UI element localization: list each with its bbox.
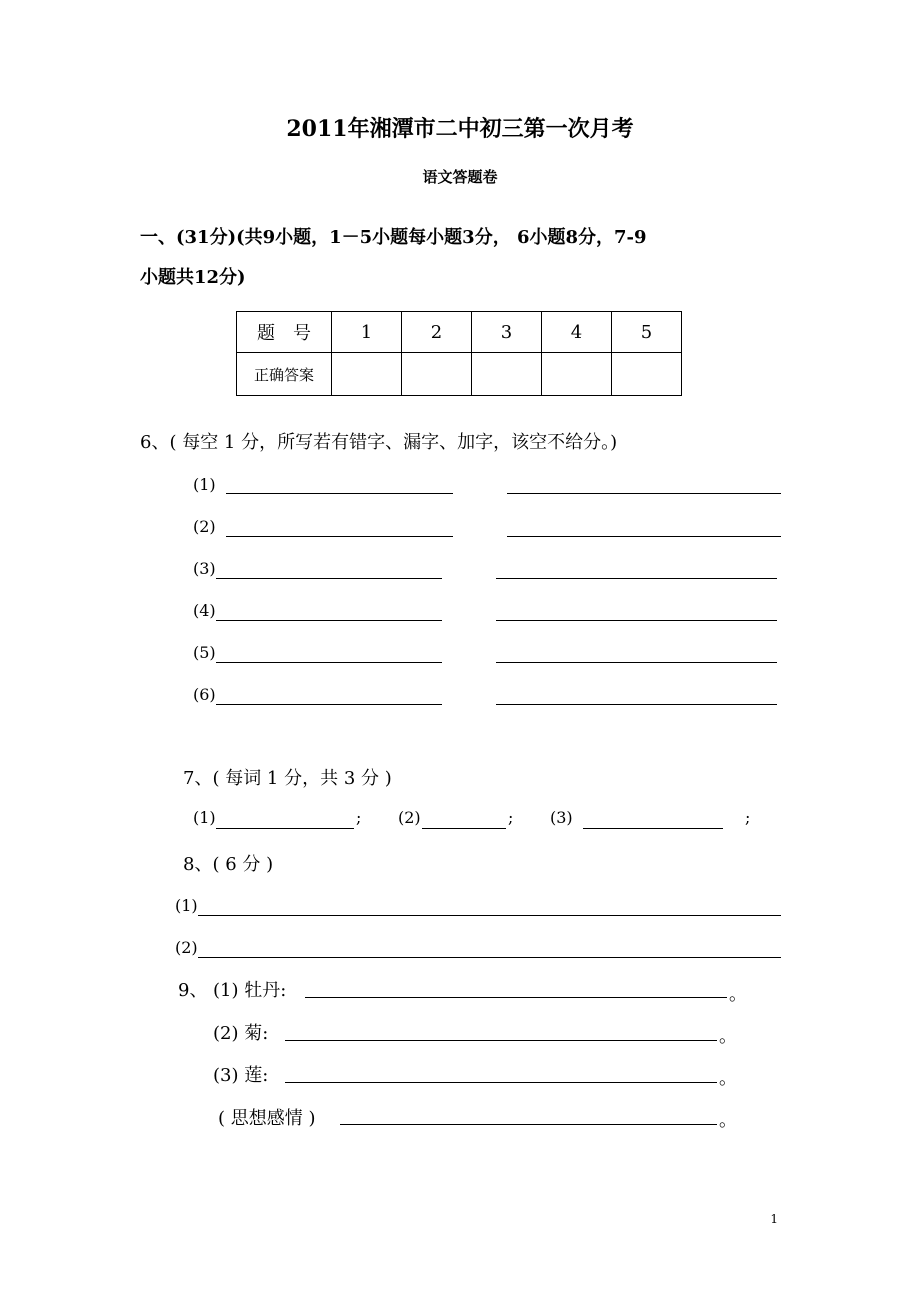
q7-item-label: (2) [398,808,421,827]
q9-number: 9、 [178,980,208,1001]
q7-3-blank[interactable] [583,828,723,829]
page-subtitle: 语文答题卷 [422,168,498,186]
q6-item-label: (2) [193,517,216,536]
q6-1-blank-b[interactable] [507,493,781,494]
q6-1-blank-a[interactable] [226,493,453,494]
answer-cell-3[interactable] [472,353,542,396]
question-number-4: 4 [542,312,612,353]
q6-6-blank-b[interactable] [496,704,777,705]
q6-4-blank-a[interactable] [216,620,442,621]
answer-cell-4[interactable] [542,353,612,396]
question-number-2: 2 [402,312,472,353]
q9-period: 。 [729,984,747,1005]
answer-table-answer-row [237,353,682,396]
q7-separator: ; [745,808,751,827]
q6-5-blank-a[interactable] [216,662,442,663]
q6-2-blank-b[interactable] [507,536,781,537]
q6-item-label: (1) [193,475,216,494]
question-number-5: 5 [612,312,682,353]
section-1-heading [140,218,647,298]
q9-1-blank[interactable] [305,997,727,998]
q9-item-label: ( 思想感情 ) [218,1108,316,1129]
q6-3-blank-b[interactable] [496,578,777,579]
q9-item-label: (1) 牡丹: [213,980,287,1001]
q6-5-blank-b[interactable] [496,662,777,663]
q6-item-label: (5) [193,643,216,662]
q6-2-blank-a[interactable] [226,536,453,537]
q6-heading: 6、( 每空 1 分，所写若有错字、漏字、加字，该空不给分。) [140,432,618,453]
page-number: 1 [770,1212,778,1226]
q7-separator: ; [356,808,362,827]
q8-item-label: (1) [175,896,198,915]
q6-6-blank-a[interactable] [216,704,442,705]
q6-item-label: (6) [193,685,216,704]
q7-separator: ; [508,808,514,827]
question-number-3: 3 [472,312,542,353]
answer-cell-1[interactable] [332,353,402,396]
answer-table-header-row [237,312,682,353]
q7-item-label: (3) [550,808,573,827]
q9-2-blank[interactable] [285,1040,717,1041]
q6-4-blank-b[interactable] [496,620,777,621]
q6-item-label: (4) [193,601,216,620]
correct-answer-label: 正确答案 [237,353,332,396]
answer-cell-5[interactable] [612,353,682,396]
q7-heading: 7、( 每词 1 分，共 3 分 ) [183,768,392,789]
section-1-line-2: 小题共12分) [140,267,246,288]
page-title: 2011年湘潭市二中初三第一次月考 [286,116,634,142]
q7-item-label: (1) [193,808,216,827]
q8-item-label: (2) [175,938,198,957]
q9-3-blank[interactable] [285,1082,717,1083]
q9-item-label: (2) 菊: [213,1023,269,1044]
q9-period: 。 [719,1110,737,1131]
q9-4-blank[interactable] [340,1124,717,1125]
question-number-1: 1 [332,312,402,353]
section-1-line-1: 一、(31分)(共9小题，1－5小题每小题3分， 6小题8分，7-9 [140,227,647,248]
q7-1-blank[interactable] [216,828,354,829]
q8-heading: 8、( 6 分 ) [183,854,274,875]
q9-item-label: (3) 莲: [213,1065,269,1086]
q6-item-label: (3) [193,559,216,578]
answer-table [236,311,682,396]
q9-period: 。 [719,1026,737,1047]
answer-cell-2[interactable] [402,353,472,396]
q9-period: 。 [719,1068,737,1089]
q6-3-blank-a[interactable] [216,578,442,579]
q8-2-blank[interactable] [198,957,781,958]
q8-1-blank[interactable] [198,915,781,916]
question-number-label: 题 号 [237,312,332,353]
q7-2-blank[interactable] [422,828,506,829]
